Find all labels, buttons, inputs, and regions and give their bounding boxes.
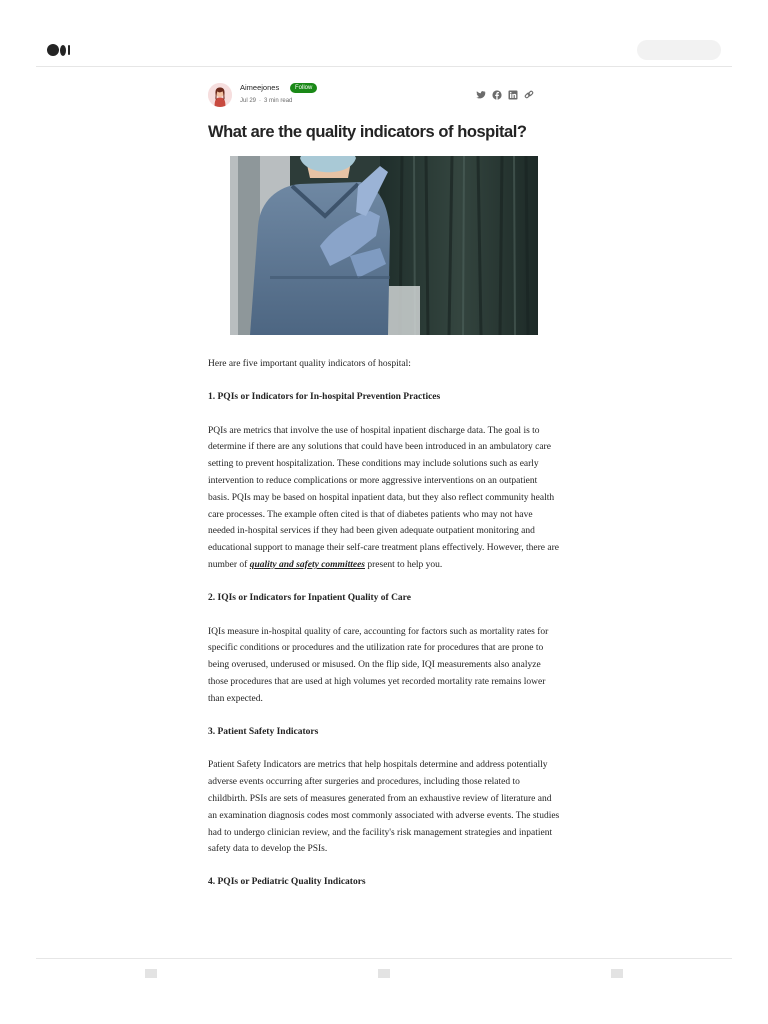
article-body [208, 356, 560, 891]
linkedin-icon[interactable] [508, 87, 518, 97]
hero-image [230, 156, 538, 335]
medium-logo-icon[interactable] [47, 44, 73, 56]
link-icon[interactable] [524, 87, 534, 97]
nav-placeholder-button[interactable] [637, 40, 721, 60]
section-paragraph: Patient Safety Indicators are metrics that help hospitals determine and address potentially adverse events occurring after surgeries and procedures, including those related to childbirth. PSIs are sets of measures generated from an exhaustive review of literature and an examination diagnosis codes most commonly associated with adverse events. The studies had to undergo clinician review, and the facility's risk management strategies and inpatient safety data to develop the PSIs. [208, 760, 560, 855]
bottom-toolbar [36, 958, 732, 995]
article-title: What are the quality indicators of hospital? [208, 123, 527, 141]
section-heading: 3. Patient Safety Indicators [208, 726, 319, 737]
intro-paragraph: Here are five important quality indicators of hospital: [208, 359, 411, 369]
author-row [208, 78, 560, 112]
read-time: 3 min read [264, 98, 293, 104]
comment-icon[interactable] [378, 969, 390, 978]
top-navbar [36, 30, 732, 67]
article [208, 78, 560, 891]
section-paragraph [208, 423, 560, 574]
quality-safety-committees-link[interactable]: quality and safety committees [249, 559, 365, 570]
meta-separator: · [259, 98, 262, 104]
facebook-icon[interactable] [492, 87, 502, 97]
section-heading: 2. IQIs or Indicators for Inpatient Quality of Care [208, 592, 411, 603]
paragraph-text: present to help you. [365, 559, 443, 570]
clap-icon[interactable] [145, 969, 157, 978]
avatar[interactable] [208, 83, 232, 107]
section-paragraph: IQIs measure in-hospital quality of care, accounting for factors such as mortality rates for specific conditions or procedures and the utilization rate for procedures that are prone to being overused, underused or misused. On the flip side, IQI measurements also analyze those procedures that are used at high volumes yet recorded mortality rate remains lower than expected. [208, 626, 549, 704]
twitter-icon[interactable] [476, 87, 486, 97]
share-icons [476, 87, 534, 97]
post-date: Jul 29 [240, 98, 257, 104]
author-name[interactable]: Aimeejones [240, 83, 280, 92]
section-heading: 4. PQIs or Pediatric Quality Indicators [208, 877, 366, 888]
paragraph-text: PQIs are metrics that involve the use of hospital inpatient discharge data. The goal is to determine if there are any solutions that could have been introduced in an ambulatory care setting to prevent hospitalization. These conditions may include solutions such as early intervention to reduce complications or more aggressive interventions on an outpatient basis. PQIs may be based on hospital inpatient data, but they also reflect community health care processes. The example often cited is that of diabetes patients who may not have needed in-hospital services if they had been given adequate outpatient monitoring and educational support to manage their self-care treatment plans effectively. However, there are number of [208, 425, 559, 570]
follow-button[interactable]: Follow [290, 83, 317, 93]
bookmark-icon[interactable] [611, 969, 623, 978]
post-meta [240, 98, 292, 104]
section-heading: 1. PQIs or Indicators for In-hospital Prevention Practices [208, 391, 441, 402]
